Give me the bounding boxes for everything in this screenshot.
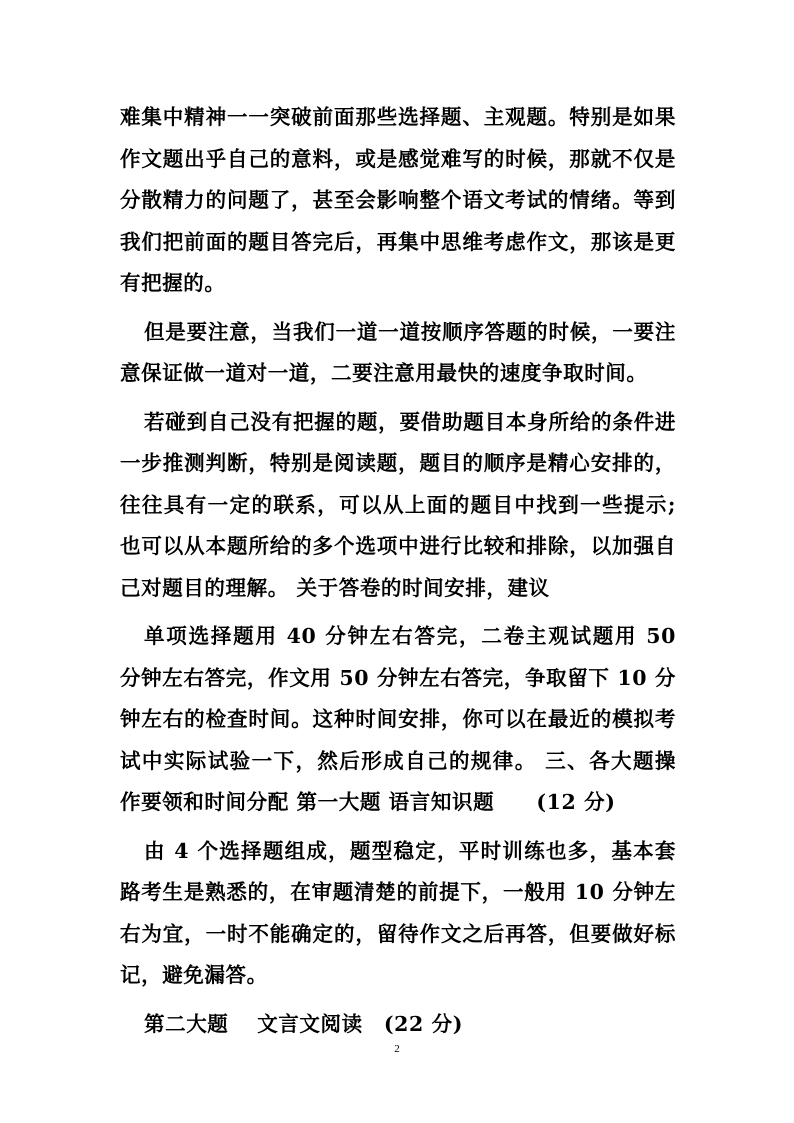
page-number: 2: [394, 1043, 400, 1055]
paragraph-5: 由 4 个选择题组成，题型稳定，平时训练也多，基本套路考生是熟悉的，在审题清楚的前提下，一般用 10 分钟左右为宜，一时不能确定的，留待作文之后再答，但要做好标记，避免漏答。: [120, 838, 676, 987]
paragraph-2: 但是要注意，当我们一道一道按顺序答题的时候，一要注意保证做一道对一道，二要注意用最快的速度争取时间。: [120, 319, 676, 385]
paragraph-1: 难集中精神一一突破前面那些选择题、主观题。特别是如果作文题出乎自己的意料，或是感觉难写的时候，那就不仅是分散精力的问题了，甚至会影响整个语文考试的情绪。等到我们把前面的题目答完后，再集中思维考虑作文，那该是更有把握的。: [120, 105, 676, 295]
section-heading: 第二大题 文言文阅读 (22 分): [144, 1011, 463, 1036]
paragraph-3: 若碰到自己没有把握的题，要借助题目本身所给的条件进一步推测判断，特别是阅读题，题目的顺序是精心安排的，往往具有一定的联系，可以从上面的题目中找到一些提示;也可以从本题所给的多个选项中进行比较和排除，以加强自己对题目的理解。 关于答卷的时间安排，建议: [120, 409, 676, 600]
paragraph-4: 单项选择题用 40 分钟左右答完，二卷主观试题用 50 分钟左右答完，作文用 50 分钟左右答完，争取留下 10 分钟左右的检查时间。这种时间安排，你可以在最近的模拟考试中实际试验一下，然后形成自己的规律。 三、各大题操作要领和时间分配 第一大题 语言知识题 (12 分): [120, 624, 676, 814]
page-body: [120, 97, 676, 1045]
